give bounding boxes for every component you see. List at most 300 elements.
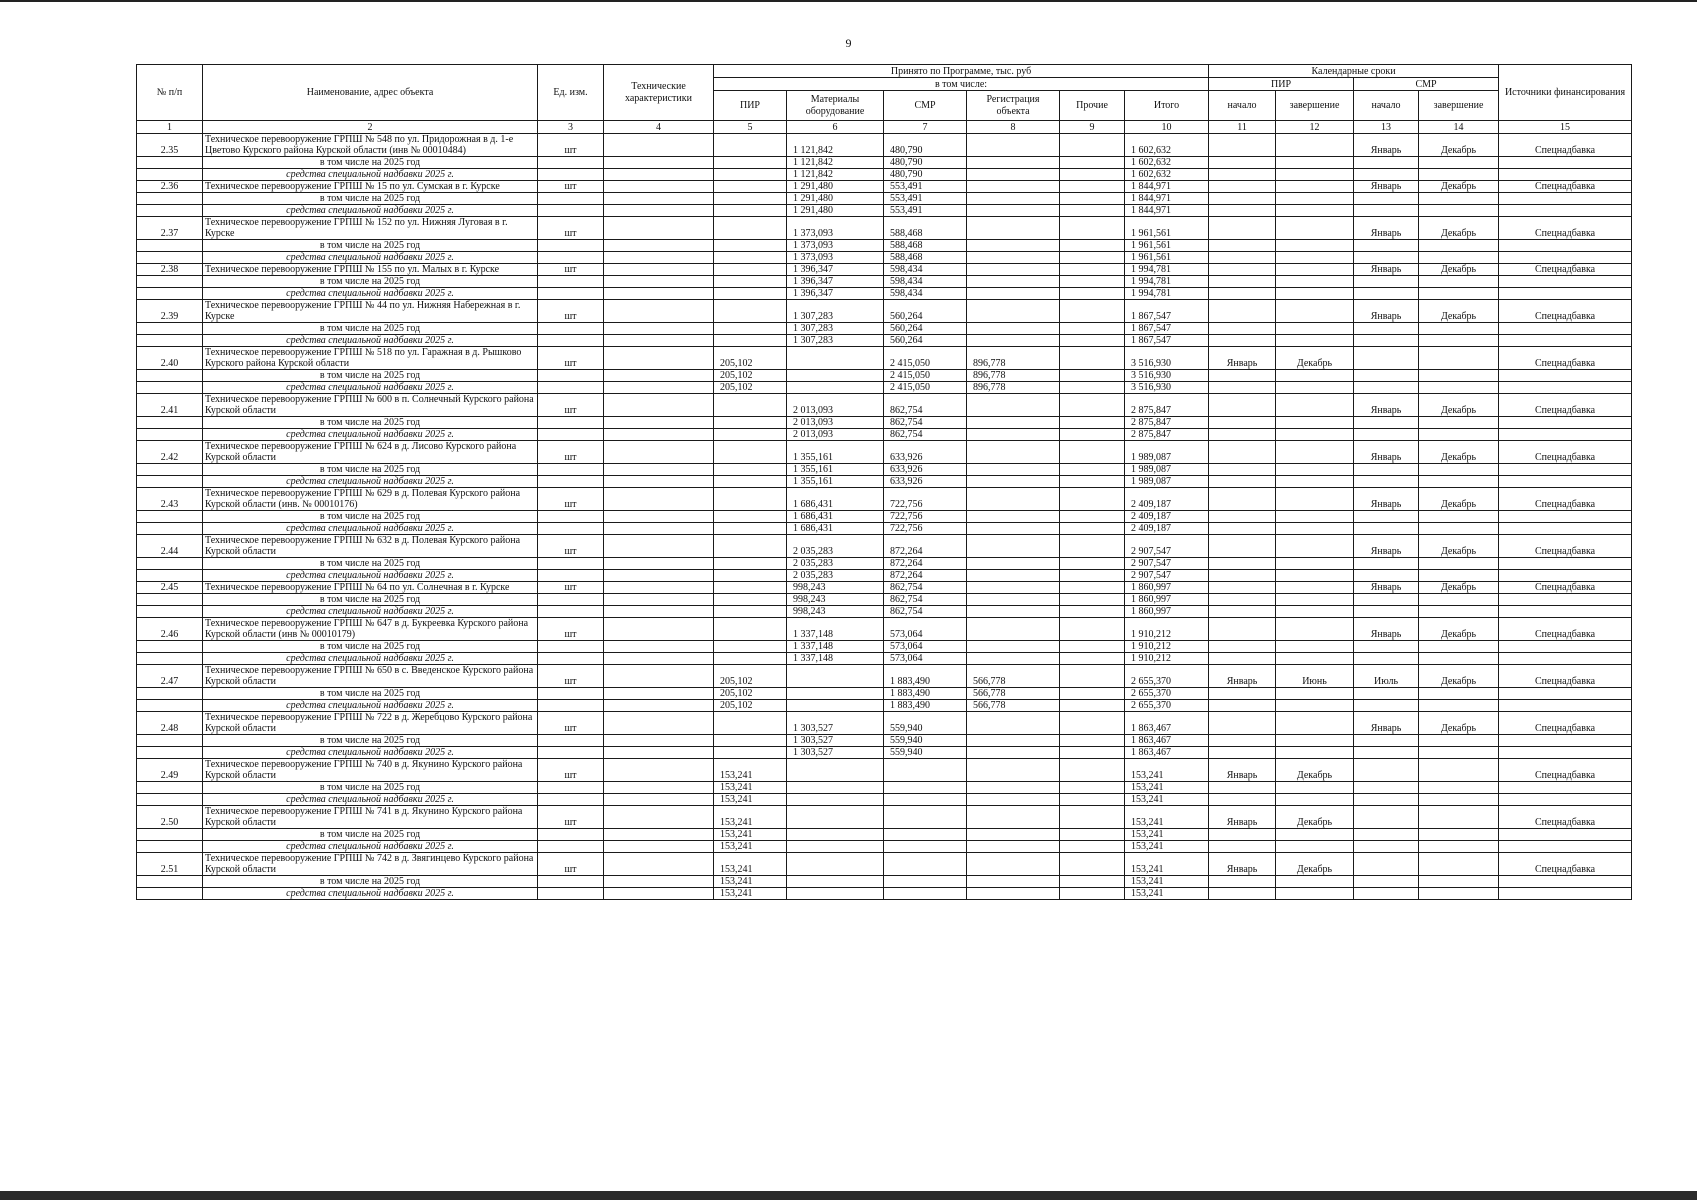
unit-cell: [538, 464, 604, 476]
other-cell: [1060, 370, 1125, 382]
smr-start-cell: [1354, 464, 1419, 476]
pir-cell: [714, 240, 787, 252]
registration-cell: [967, 476, 1060, 488]
smr-cell: 633,926: [884, 476, 967, 488]
row-number: [137, 429, 203, 441]
table-body: [137, 134, 1632, 900]
pir-cell: 205,102: [714, 347, 787, 370]
smr-cell: [884, 782, 967, 794]
row-number: 2.50: [137, 806, 203, 829]
total-cell: 2 875,847: [1125, 394, 1209, 417]
fund-subrow: [137, 429, 1632, 441]
registration-cell: [967, 735, 1060, 747]
other-cell: [1060, 712, 1125, 735]
smr-cell: [884, 853, 967, 876]
registration-cell: [967, 759, 1060, 782]
pir-start-cell: [1209, 535, 1276, 558]
smr-cell: 553,491: [884, 205, 967, 217]
pir-start-cell: [1209, 558, 1276, 570]
other-cell: [1060, 276, 1125, 288]
row-number: 2.44: [137, 535, 203, 558]
registration-cell: [967, 606, 1060, 618]
smr-start-cell: Январь: [1354, 300, 1419, 323]
smr-start-cell: Июль: [1354, 665, 1419, 688]
registration-cell: 566,778: [967, 665, 1060, 688]
row-number: [137, 641, 203, 653]
registration-cell: [967, 794, 1060, 806]
smr-cell: 560,264: [884, 323, 967, 335]
year-subrow: [137, 276, 1632, 288]
smr-start-cell: [1354, 876, 1419, 888]
smr-start-cell: [1354, 193, 1419, 205]
pir-cell: 153,241: [714, 888, 787, 900]
total-cell: 1 860,997: [1125, 606, 1209, 618]
smr-start-cell: Январь: [1354, 264, 1419, 276]
tech-cell: [604, 264, 714, 276]
subrow-label: в том числе на 2025 год: [203, 417, 538, 429]
pir-start-cell: [1209, 157, 1276, 169]
smr-end-cell: Декабрь: [1419, 488, 1499, 511]
pir-cell: [714, 488, 787, 511]
fund-subrow: [137, 205, 1632, 217]
column-numbers-row: [137, 121, 1632, 134]
smr-start-cell: [1354, 747, 1419, 759]
smr-end-cell: [1419, 417, 1499, 429]
table-row: [137, 618, 1632, 641]
pir-cell: 153,241: [714, 853, 787, 876]
source-cell: Спецнадбавка: [1499, 300, 1632, 323]
pir-cell: [714, 641, 787, 653]
registration-cell: [967, 641, 1060, 653]
materials-cell: [787, 853, 884, 876]
pir-end-cell: [1276, 488, 1354, 511]
materials-cell: [787, 759, 884, 782]
tech-cell: [604, 288, 714, 300]
row-number: 2.42: [137, 441, 203, 464]
other-cell: [1060, 747, 1125, 759]
page-bottom-border: [0, 1191, 1697, 1200]
materials-cell: [787, 382, 884, 394]
other-cell: [1060, 488, 1125, 511]
pir-end-cell: [1276, 841, 1354, 853]
registration-cell: [967, 464, 1060, 476]
smr-cell: 480,790: [884, 134, 967, 157]
tech-cell: [604, 558, 714, 570]
smr-cell: 588,468: [884, 252, 967, 264]
smr-start-cell: [1354, 829, 1419, 841]
smr-cell: 573,064: [884, 618, 967, 641]
source-cell: [1499, 276, 1632, 288]
source-cell: [1499, 417, 1632, 429]
pir-end-cell: [1276, 217, 1354, 240]
smr-cell: 1 883,490: [884, 688, 967, 700]
registration-cell: [967, 217, 1060, 240]
column-number: 14: [1419, 121, 1499, 134]
subrow-label: средства специальной надбавки 2025 г.: [203, 205, 538, 217]
row-number: [137, 193, 203, 205]
unit-cell: [538, 841, 604, 853]
total-cell: 2 655,370: [1125, 665, 1209, 688]
pir-cell: [714, 394, 787, 417]
object-name: Техническое перевооружение ГРПШ № 647 в д. Букреевка Курского района Курской области (инв № 00010179): [203, 618, 538, 641]
table-row: [137, 535, 1632, 558]
pir-end-cell: [1276, 712, 1354, 735]
smr-start-cell: [1354, 653, 1419, 665]
tech-cell: [604, 641, 714, 653]
source-cell: [1499, 157, 1632, 169]
header-smr-start: начало: [1354, 91, 1419, 121]
smr-end-cell: [1419, 382, 1499, 394]
fund-subrow: [137, 700, 1632, 712]
pir-cell: [714, 417, 787, 429]
row-number: [137, 888, 203, 900]
column-number: 15: [1499, 121, 1632, 134]
unit-cell: [538, 157, 604, 169]
other-cell: [1060, 335, 1125, 347]
row-number: 2.36: [137, 181, 203, 193]
source-cell: [1499, 829, 1632, 841]
registration-cell: [967, 300, 1060, 323]
pir-start-cell: [1209, 523, 1276, 535]
registration-cell: [967, 618, 1060, 641]
smr-end-cell: [1419, 594, 1499, 606]
object-name: Техническое перевооружение ГРПШ № 742 в д. Звягинцево Курского района Курской области: [203, 853, 538, 876]
subrow-label: в том числе на 2025 год: [203, 594, 538, 606]
pir-cell: 205,102: [714, 370, 787, 382]
smr-end-cell: [1419, 252, 1499, 264]
tech-cell: [604, 829, 714, 841]
materials-cell: [787, 806, 884, 829]
other-cell: [1060, 205, 1125, 217]
smr-start-cell: [1354, 323, 1419, 335]
materials-cell: 1 121,842: [787, 157, 884, 169]
materials-cell: 2 013,093: [787, 429, 884, 441]
pir-start-cell: [1209, 323, 1276, 335]
source-cell: Спецнадбавка: [1499, 535, 1632, 558]
tech-cell: [604, 476, 714, 488]
other-cell: [1060, 594, 1125, 606]
pir-end-cell: [1276, 888, 1354, 900]
tech-cell: [604, 523, 714, 535]
object-name: Техническое перевооружение ГРПШ № 155 по ул. Малых в г. Курске: [203, 264, 538, 276]
header-cal-smr: СМР: [1354, 78, 1499, 91]
table-row: [137, 264, 1632, 276]
smr-end-cell: [1419, 735, 1499, 747]
table-row: [137, 488, 1632, 511]
subrow-label: средства специальной надбавки 2025 г.: [203, 476, 538, 488]
total-cell: 1 989,087: [1125, 441, 1209, 464]
smr-start-cell: [1354, 606, 1419, 618]
smr-end-cell: [1419, 347, 1499, 370]
subrow-label: средства специальной надбавки 2025 г.: [203, 288, 538, 300]
smr-cell: 633,926: [884, 464, 967, 476]
smr-cell: 862,754: [884, 582, 967, 594]
pir-cell: [714, 464, 787, 476]
tech-cell: [604, 347, 714, 370]
materials-cell: 1 396,347: [787, 276, 884, 288]
unit-cell: [538, 205, 604, 217]
smr-end-cell: Декабрь: [1419, 712, 1499, 735]
subrow-label: в том числе на 2025 год: [203, 688, 538, 700]
other-cell: [1060, 169, 1125, 181]
total-cell: 1 989,087: [1125, 464, 1209, 476]
row-number: 2.48: [137, 712, 203, 735]
pir-cell: [714, 511, 787, 523]
materials-cell: [787, 829, 884, 841]
smr-start-cell: [1354, 157, 1419, 169]
year-subrow: [137, 417, 1632, 429]
source-cell: [1499, 193, 1632, 205]
registration-cell: 896,778: [967, 370, 1060, 382]
smr-start-cell: [1354, 347, 1419, 370]
smr-start-cell: [1354, 888, 1419, 900]
source-cell: Спецнадбавка: [1499, 806, 1632, 829]
pir-end-cell: [1276, 323, 1354, 335]
materials-cell: 2 013,093: [787, 394, 884, 417]
row-number: 2.37: [137, 217, 203, 240]
pir-start-cell: [1209, 511, 1276, 523]
row-number: [137, 570, 203, 582]
pir-start-cell: [1209, 688, 1276, 700]
pir-end-cell: [1276, 335, 1354, 347]
smr-cell: 598,434: [884, 264, 967, 276]
year-subrow: [137, 594, 1632, 606]
header-including: в том числе:: [714, 78, 1209, 91]
smr-cell: 598,434: [884, 288, 967, 300]
year-subrow: [137, 782, 1632, 794]
fund-subrow: [137, 382, 1632, 394]
total-cell: 153,241: [1125, 829, 1209, 841]
total-cell: 2 655,370: [1125, 700, 1209, 712]
header-smr: СМР: [884, 91, 967, 121]
other-cell: [1060, 523, 1125, 535]
pir-end-cell: [1276, 876, 1354, 888]
tech-cell: [604, 394, 714, 417]
fund-subrow: [137, 288, 1632, 300]
pir-end-cell: [1276, 240, 1354, 252]
smr-start-cell: Январь: [1354, 618, 1419, 641]
subrow-label: в том числе на 2025 год: [203, 464, 538, 476]
pir-cell: [714, 523, 787, 535]
object-name: Техническое перевооружение ГРПШ № 600 в п. Солнечный Курского района Курской области: [203, 394, 538, 417]
pir-start-cell: [1209, 217, 1276, 240]
materials-cell: [787, 370, 884, 382]
source-cell: [1499, 735, 1632, 747]
year-subrow: [137, 735, 1632, 747]
smr-end-cell: [1419, 157, 1499, 169]
tech-cell: [604, 853, 714, 876]
pir-cell: [714, 193, 787, 205]
pir-cell: [714, 181, 787, 193]
pir-start-cell: [1209, 735, 1276, 747]
materials-cell: 2 035,283: [787, 535, 884, 558]
materials-cell: 1 337,148: [787, 653, 884, 665]
materials-cell: [787, 888, 884, 900]
source-cell: [1499, 558, 1632, 570]
column-number: 8: [967, 121, 1060, 134]
pir-end-cell: [1276, 300, 1354, 323]
smr-cell: 862,754: [884, 394, 967, 417]
source-cell: Спецнадбавка: [1499, 665, 1632, 688]
row-number: [137, 876, 203, 888]
registration-cell: [967, 134, 1060, 157]
tech-cell: [604, 700, 714, 712]
pir-start-cell: [1209, 288, 1276, 300]
other-cell: [1060, 134, 1125, 157]
smr-cell: 633,926: [884, 441, 967, 464]
smr-end-cell: Декабрь: [1419, 181, 1499, 193]
smr-cell: 722,756: [884, 511, 967, 523]
materials-cell: 998,243: [787, 606, 884, 618]
registration-cell: [967, 252, 1060, 264]
pir-start-cell: [1209, 618, 1276, 641]
smr-cell: 560,264: [884, 300, 967, 323]
unit-cell: шт: [538, 712, 604, 735]
materials-cell: [787, 841, 884, 853]
registration-cell: [967, 594, 1060, 606]
fund-subrow: [137, 888, 1632, 900]
smr-cell: [884, 794, 967, 806]
materials-cell: 1 121,842: [787, 169, 884, 181]
total-cell: 1 867,547: [1125, 323, 1209, 335]
smr-cell: 862,754: [884, 417, 967, 429]
row-number: 2.39: [137, 300, 203, 323]
smr-start-cell: [1354, 853, 1419, 876]
smr-end-cell: [1419, 370, 1499, 382]
smr-end-cell: [1419, 888, 1499, 900]
subrow-label: средства специальной надбавки 2025 г.: [203, 653, 538, 665]
row-number: [137, 157, 203, 169]
registration-cell: [967, 264, 1060, 276]
row-number: [137, 594, 203, 606]
pir-end-cell: [1276, 747, 1354, 759]
source-cell: Спецнадбавка: [1499, 347, 1632, 370]
table-row: [137, 181, 1632, 193]
tech-cell: [604, 370, 714, 382]
subrow-label: в том числе на 2025 год: [203, 323, 538, 335]
smr-end-cell: [1419, 759, 1499, 782]
other-cell: [1060, 193, 1125, 205]
total-cell: 2 907,547: [1125, 558, 1209, 570]
fund-subrow: [137, 606, 1632, 618]
subrow-label: средства специальной надбавки 2025 г.: [203, 382, 538, 394]
total-cell: 1 910,212: [1125, 641, 1209, 653]
total-cell: 1 994,781: [1125, 288, 1209, 300]
column-number: 9: [1060, 121, 1125, 134]
subrow-label: средства специальной надбавки 2025 г.: [203, 794, 538, 806]
pir-end-cell: [1276, 464, 1354, 476]
unit-cell: шт: [538, 394, 604, 417]
header-cal-pir: ПИР: [1209, 78, 1354, 91]
tech-cell: [604, 806, 714, 829]
pir-start-cell: [1209, 841, 1276, 853]
column-number: 13: [1354, 121, 1419, 134]
row-number: [137, 382, 203, 394]
smr-end-cell: [1419, 853, 1499, 876]
pir-start-cell: Январь: [1209, 806, 1276, 829]
registration-cell: [967, 169, 1060, 181]
smr-end-cell: Декабрь: [1419, 582, 1499, 594]
row-number: [137, 558, 203, 570]
row-number: [137, 735, 203, 747]
materials-cell: 1 396,347: [787, 288, 884, 300]
materials-cell: 1 355,161: [787, 441, 884, 464]
column-number: 4: [604, 121, 714, 134]
smr-end-cell: [1419, 747, 1499, 759]
smr-cell: 2 415,050: [884, 347, 967, 370]
materials-cell: [787, 794, 884, 806]
object-name: Техническое перевооружение ГРПШ № 15 по ул. Сумская в г. Курске: [203, 181, 538, 193]
column-number: 10: [1125, 121, 1209, 134]
smr-end-cell: [1419, 558, 1499, 570]
smr-end-cell: Декабрь: [1419, 441, 1499, 464]
smr-cell: [884, 841, 967, 853]
tech-cell: [604, 441, 714, 464]
total-cell: 153,241: [1125, 841, 1209, 853]
column-number: 7: [884, 121, 967, 134]
subrow-label: в том числе на 2025 год: [203, 558, 538, 570]
unit-cell: [538, 794, 604, 806]
tech-cell: [604, 134, 714, 157]
registration-cell: [967, 335, 1060, 347]
pir-start-cell: [1209, 888, 1276, 900]
unit-cell: [538, 193, 604, 205]
smr-end-cell: Декабрь: [1419, 665, 1499, 688]
tech-cell: [604, 169, 714, 181]
table-row: [137, 806, 1632, 829]
row-number: [137, 829, 203, 841]
smr-start-cell: Январь: [1354, 217, 1419, 240]
column-number: 2: [203, 121, 538, 134]
materials-cell: 1 396,347: [787, 264, 884, 276]
table-row: [137, 347, 1632, 370]
pir-cell: 205,102: [714, 665, 787, 688]
pir-end-cell: [1276, 134, 1354, 157]
program-table: [136, 64, 1632, 900]
unit-cell: шт: [538, 759, 604, 782]
total-cell: 153,241: [1125, 782, 1209, 794]
object-name: Техническое перевооружение ГРПШ № 650 в с. Введенское Курского района Курской области: [203, 665, 538, 688]
subrow-label: средства специальной надбавки 2025 г.: [203, 841, 538, 853]
total-cell: 1 961,561: [1125, 217, 1209, 240]
total-cell: 1 994,781: [1125, 276, 1209, 288]
pir-start-cell: [1209, 441, 1276, 464]
materials-cell: 1 307,283: [787, 323, 884, 335]
tech-cell: [604, 276, 714, 288]
smr-start-cell: [1354, 759, 1419, 782]
pir-end-cell: [1276, 417, 1354, 429]
pir-start-cell: [1209, 181, 1276, 193]
tech-cell: [604, 535, 714, 558]
smr-cell: 588,468: [884, 217, 967, 240]
pir-cell: [714, 653, 787, 665]
total-cell: 1 961,561: [1125, 240, 1209, 252]
smr-cell: 598,434: [884, 276, 967, 288]
total-cell: 1 602,632: [1125, 157, 1209, 169]
year-subrow: [137, 876, 1632, 888]
registration-cell: [967, 653, 1060, 665]
unit-cell: шт: [538, 217, 604, 240]
pir-end-cell: [1276, 829, 1354, 841]
row-number: 2.45: [137, 582, 203, 594]
other-cell: [1060, 476, 1125, 488]
unit-cell: [538, 335, 604, 347]
source-cell: Спецнадбавка: [1499, 217, 1632, 240]
row-number: [137, 288, 203, 300]
object-name: Техническое перевооружение ГРПШ № 722 в д. Жеребцово Курского района Курской области: [203, 712, 538, 735]
pir-end-cell: [1276, 476, 1354, 488]
total-cell: 153,241: [1125, 876, 1209, 888]
